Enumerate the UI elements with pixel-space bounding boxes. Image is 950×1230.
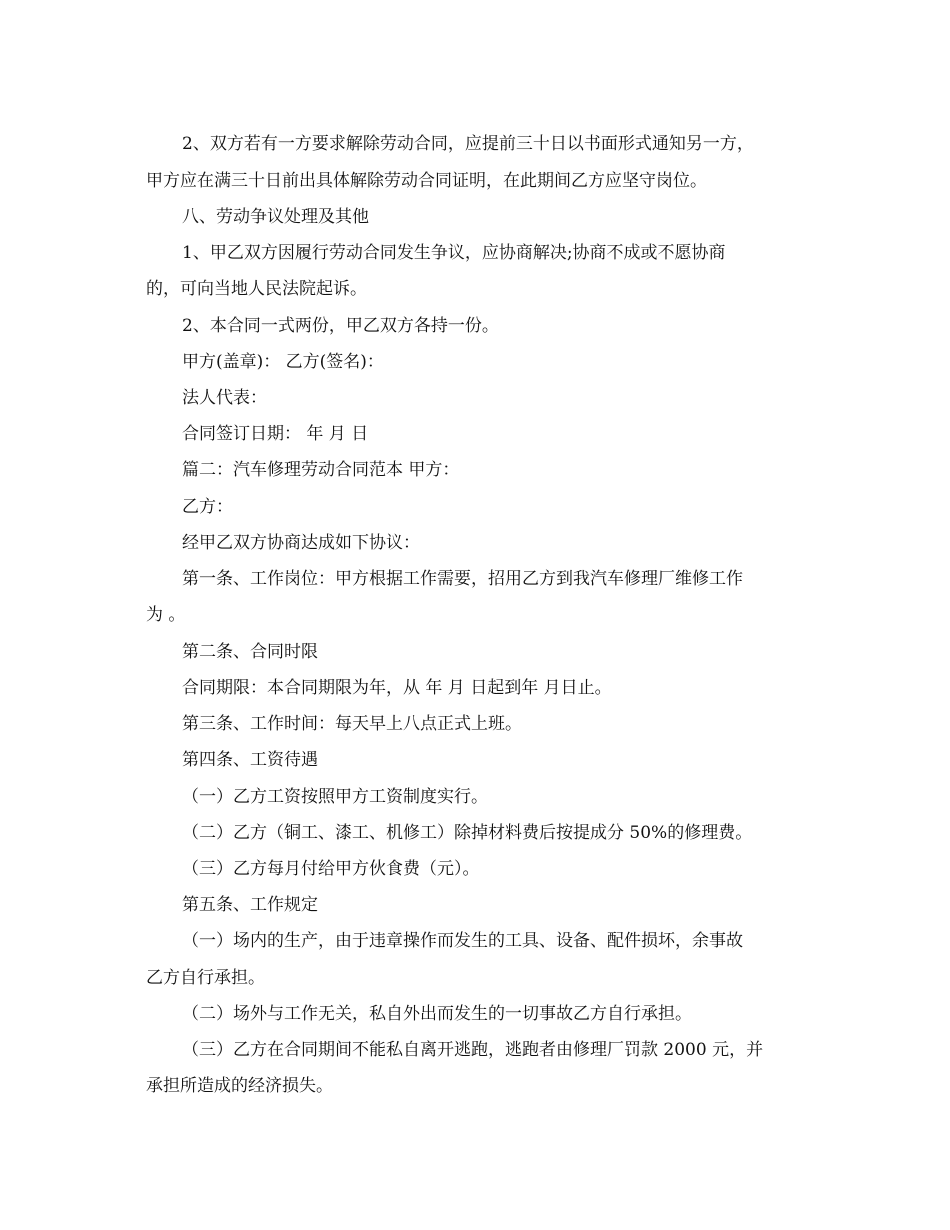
article-heading: 第二条、合同时限 (182, 642, 318, 662)
article-heading: 第三条、工作时间：每天早上八点正式上班。 (182, 714, 522, 734)
paragraph-line: 第一条、工作岗位：甲方根据工作需要，招用乙方到我汽车修理厂维修工作 (182, 569, 743, 589)
paragraph-line: 2、本合同一式两份，甲乙双方各持一份。 (182, 316, 499, 336)
paragraph-line: 经甲乙双方协商达成如下协议： (182, 533, 420, 553)
paragraph-line: 合同期限：本合同期限为年，从 年 月 日起到年 月日止。 (182, 678, 612, 698)
paragraph-line: （三）乙方每月付给甲方伙食费（元）。 (182, 859, 480, 879)
signature-line: 甲方(盖章)： 乙方(签名)： (182, 352, 384, 372)
paragraph-line: 甲方应在满三十日前出具体解除劳动合同证明，在此期间乙方应坚守岗位。 (146, 171, 707, 191)
date-line: 合同签订日期： 年 月 日 (182, 424, 369, 444)
section-heading: 篇二：汽车修理劳动合同范本 甲方： (182, 460, 460, 480)
paragraph-line: 的，可向当地人民法院起诉。 (146, 279, 367, 299)
paragraph-line: 承担所造成的经济损失。 (146, 1076, 333, 1096)
paragraph-line: 1、甲乙双方因履行劳动合同发生争议，应协商解决;协商不成或不愿协商 (182, 243, 726, 263)
paragraph-line: （一）场内的生产，由于违章操作而发生的工具、设备、配件损坏，余事故 (182, 931, 743, 951)
paragraph-line: （三）乙方在合同期间不能私自离开逃跑，逃跑者由修理厂罚款 2000 元，并 (182, 1040, 764, 1060)
paragraph-line: （二）乙方（铜工、漆工、机修工）除掉材料费后按提成分 50%的修理费。 (182, 823, 753, 843)
paragraph-line: 2、双方若有一方要求解除劳动合同，应提前三十日以书面形式通知另一方， (182, 134, 754, 154)
paragraph-line: 为 。 (146, 605, 186, 625)
paragraph-line: 乙方自行承担。 (146, 968, 265, 988)
paragraph-line: 乙方： (182, 497, 233, 517)
article-heading: 第五条、工作规定 (182, 895, 318, 915)
paragraph-line: （二）场外与工作无关，私自外出而发生的一切事故乙方自行承担。 (182, 1004, 692, 1024)
paragraph-line: （一）乙方工资按照甲方工资制度实行。 (182, 787, 488, 807)
article-heading: 第四条、工资待遇 (182, 750, 318, 770)
section-heading: 八、劳动争议处理及其他 (182, 207, 369, 227)
signature-line: 法人代表： (182, 388, 267, 408)
